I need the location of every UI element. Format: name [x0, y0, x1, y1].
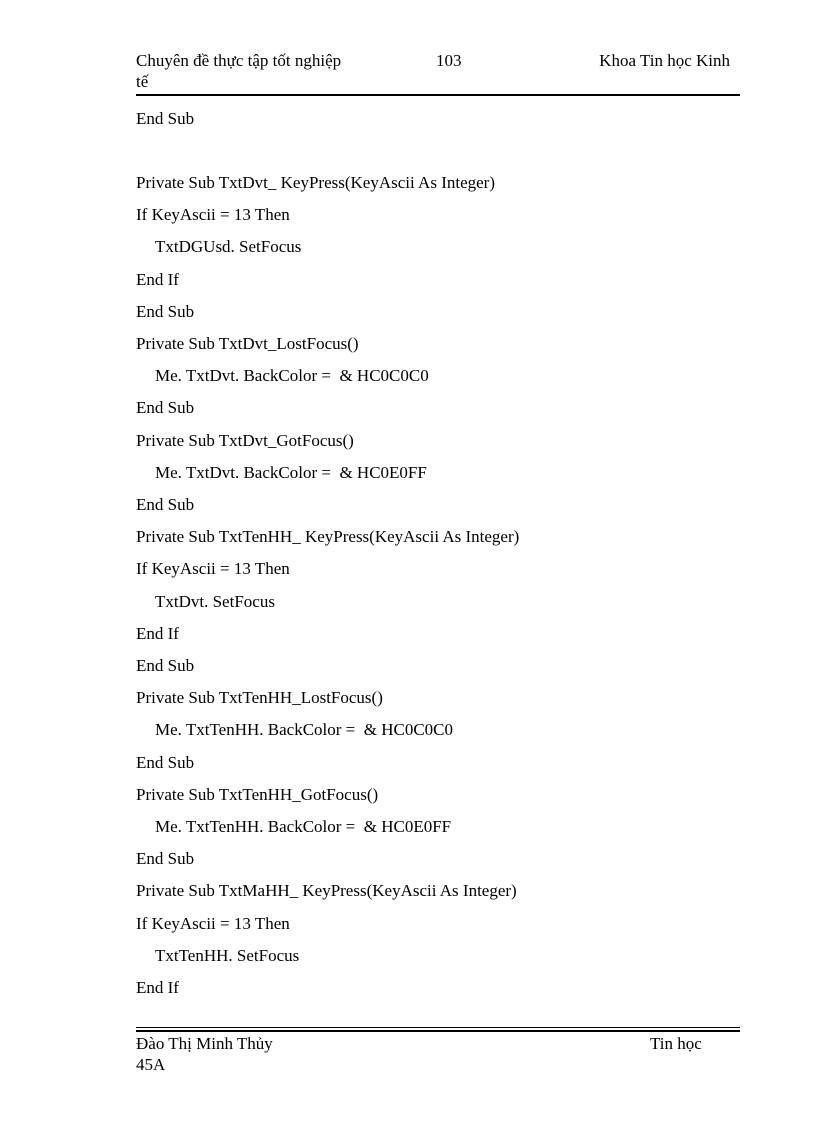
code-line: If KeyAscii = 13 Then: [136, 914, 290, 933]
code-line: Me. TxtDvt. BackColor = & HC0E0FF: [155, 463, 427, 482]
code-line: If KeyAscii = 13 Then: [136, 205, 290, 224]
code-line: Private Sub TxtDvt_GotFocus(): [136, 431, 354, 450]
code-line: End If: [136, 978, 179, 997]
code-line: End Sub: [136, 495, 195, 514]
code-line: Me. TxtTenHH. BackColor = & HC0E0FF: [155, 817, 452, 836]
code-line: Private Sub TxtDvt_ KeyPress(KeyAscii As Integer): [136, 173, 495, 192]
footer-rule-thick: [136, 1030, 740, 1032]
page-header: [136, 48, 740, 96]
code-line: Private Sub TxtTenHH_LostFocus(): [136, 688, 383, 707]
code-line: Private Sub TxtDvt_LostFocus(): [136, 334, 359, 353]
code-line: End Sub: [136, 656, 195, 675]
code-line: TxtDvt. SetFocus: [155, 592, 275, 611]
page-number: 103: [436, 51, 462, 70]
code-line: End If: [136, 270, 179, 289]
header-title: Chuyên đề thực tập tốt nghiệp tế: [136, 51, 342, 91]
footer-course: Tin học: [650, 1034, 702, 1053]
code-line: End Sub: [136, 849, 195, 868]
footer-rule: [136, 1027, 740, 1028]
code-line: Private Sub TxtMaHH_ KeyPress(KeyAscii As Integer): [136, 881, 517, 900]
code-line: End Sub: [136, 753, 195, 772]
code-line: Private Sub TxtTenHH_ KeyPress(KeyAscii As Integer): [136, 527, 520, 546]
code-line: Me. TxtTenHH. BackColor = & HC0C0C0: [155, 720, 454, 739]
code-line: Private Sub TxtTenHH_GotFocus(): [136, 785, 379, 804]
code-line: Me. TxtDvt. BackColor = & HC0C0C0: [155, 366, 429, 385]
code-line: If KeyAscii = 13 Then: [136, 559, 290, 578]
header-department: Khoa Tin học Kinh: [599, 51, 730, 70]
code-line: End Sub: [136, 398, 195, 417]
code-line: TxtTenHH. SetFocus: [155, 946, 300, 965]
code-line: End If: [136, 624, 179, 643]
code-line: End Sub: [136, 302, 195, 321]
code-line: TxtDGUsd. SetFocus: [155, 237, 302, 256]
code-line: End Sub: [136, 109, 195, 128]
footer-author: Đào Thị Minh Thủy 45A: [136, 1034, 273, 1074]
